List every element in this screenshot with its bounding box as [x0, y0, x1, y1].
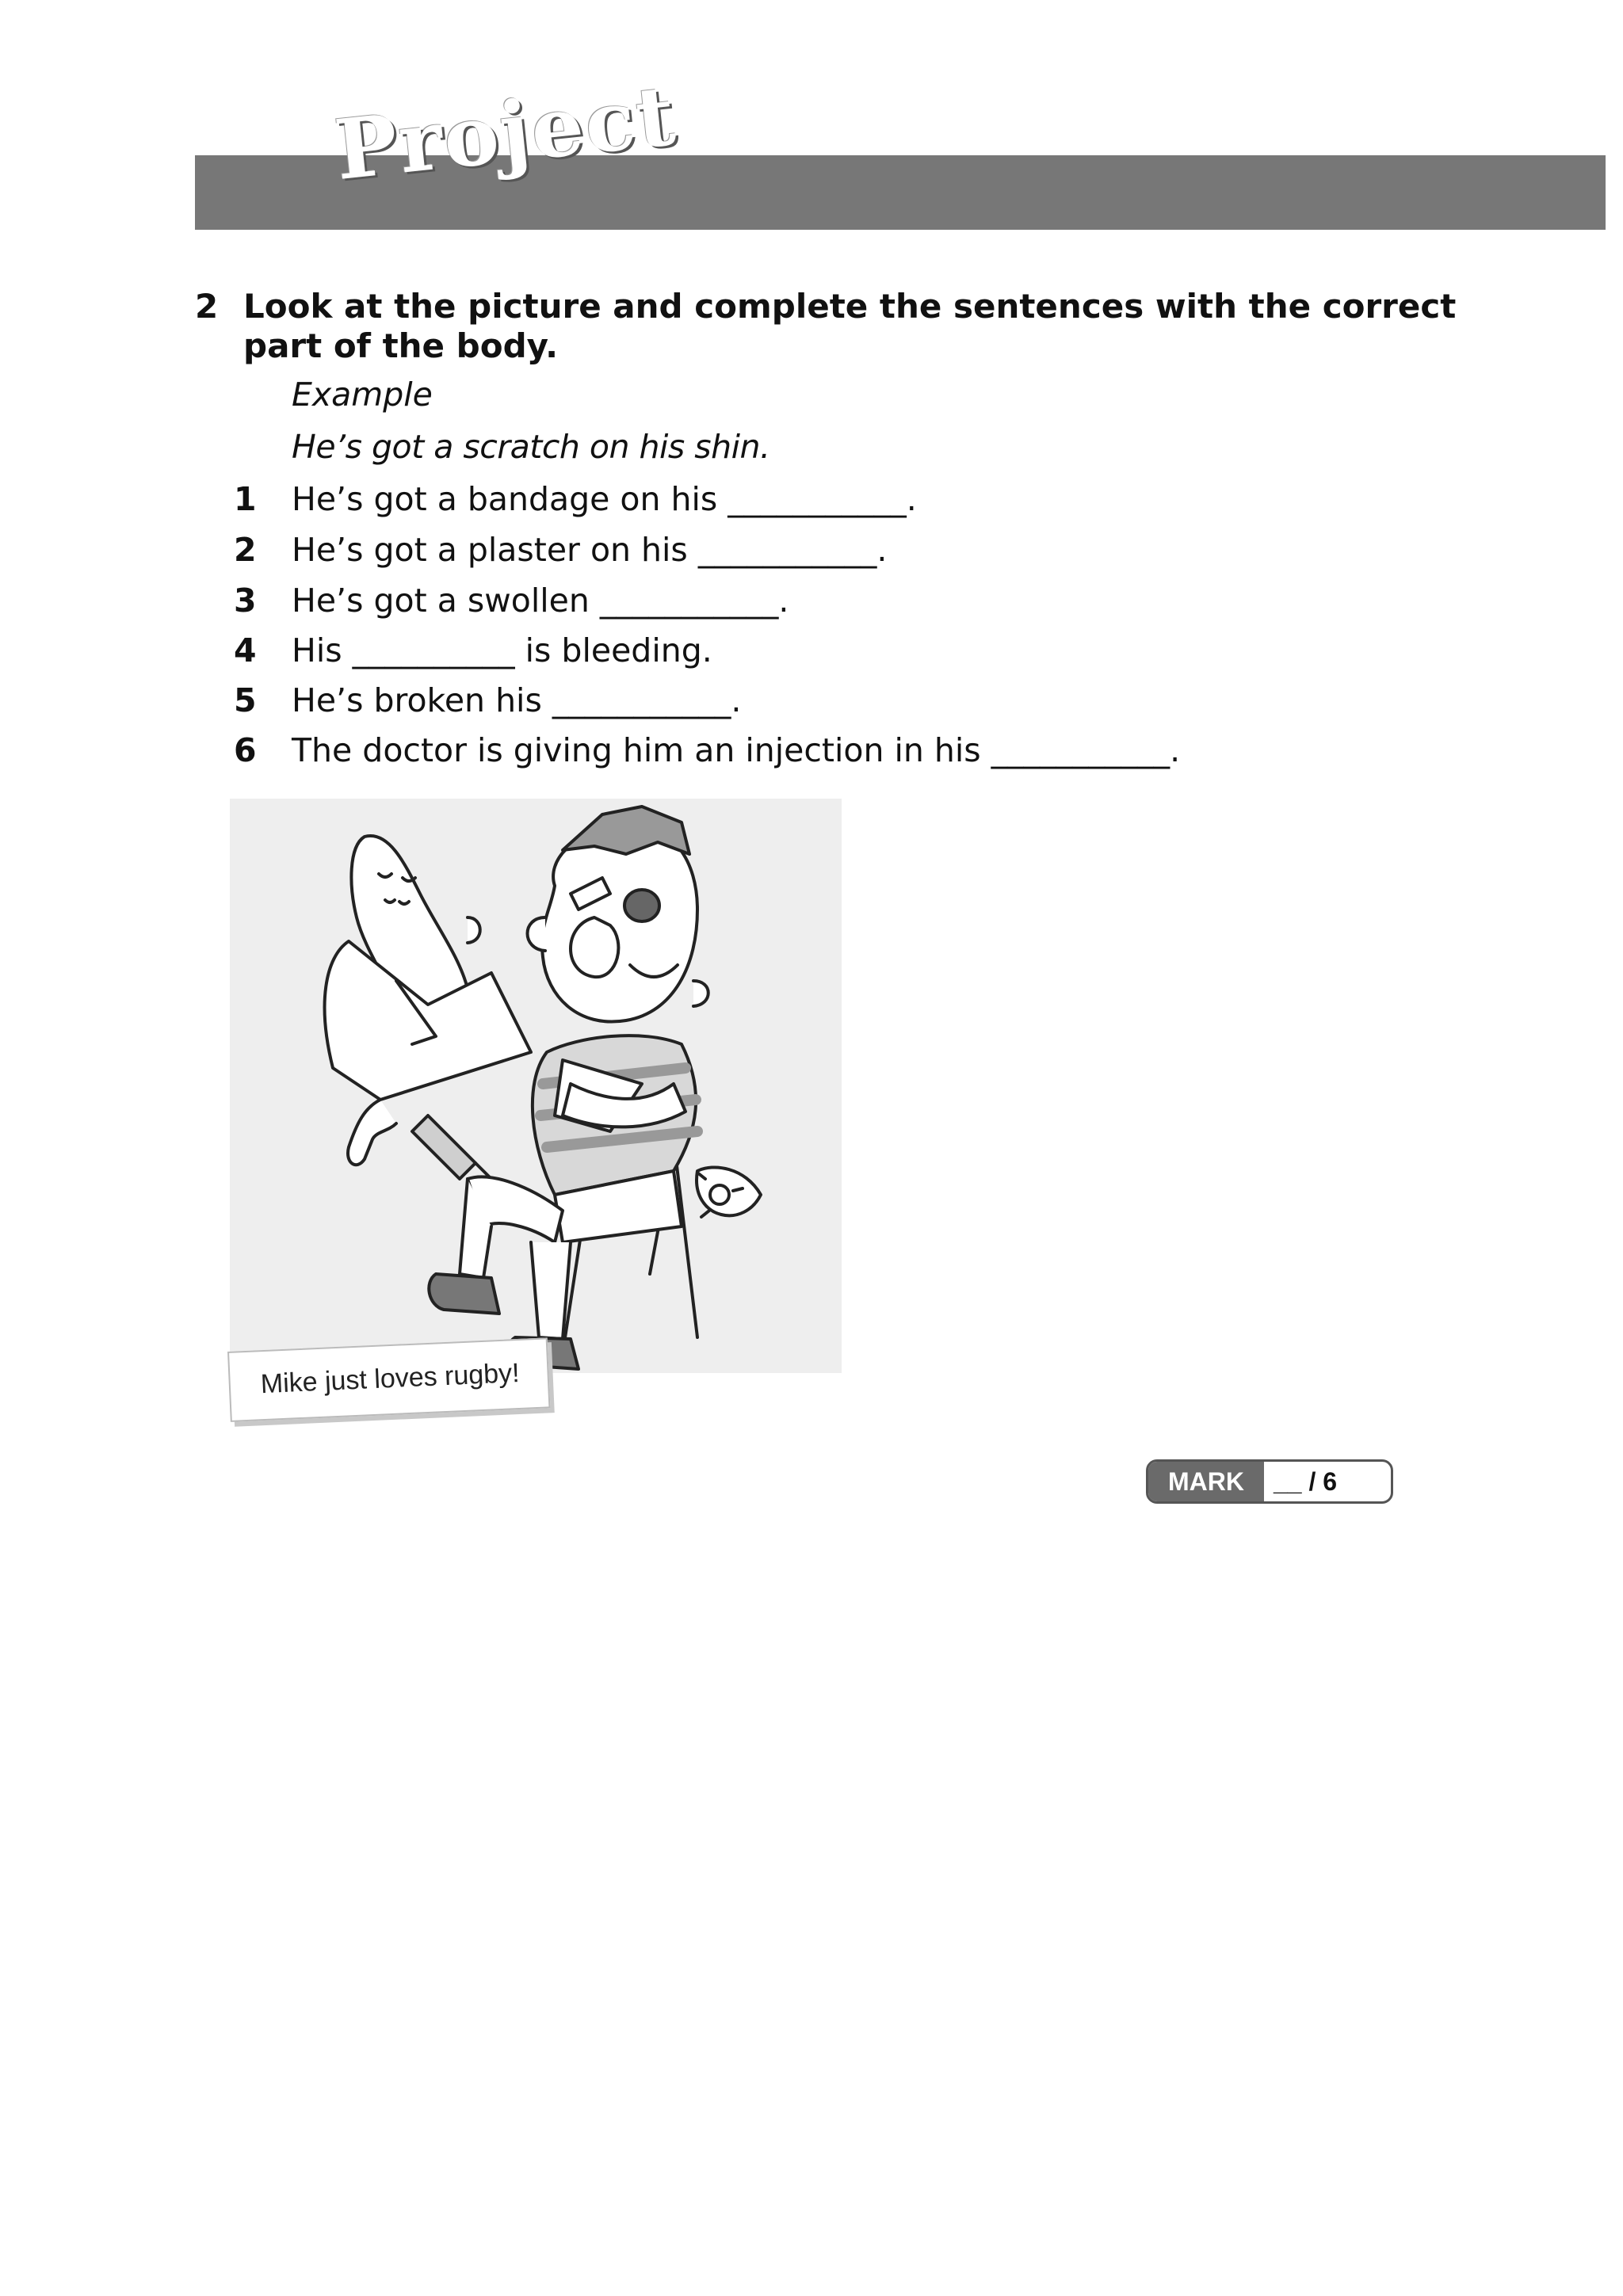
- item-number: 1: [234, 480, 257, 518]
- swollen-nose: [571, 917, 618, 977]
- item-text: The doctor is giving him an injection in his ___________.: [292, 731, 1181, 769]
- item-number: 6: [234, 731, 257, 769]
- illustration: [230, 799, 842, 1373]
- example-label: Example: [292, 376, 433, 414]
- mark-label: MARK: [1148, 1462, 1264, 1501]
- picture-caption: [227, 1337, 550, 1422]
- item-number: 4: [234, 631, 257, 669]
- mark-score: __ / 6: [1274, 1467, 1338, 1496]
- example-sentence: He’s got a scratch on his shin.: [292, 428, 770, 466]
- syringe-icon: [412, 1116, 475, 1179]
- boy-ear-right: [693, 981, 708, 1006]
- caption-text: Mike just loves rugby!: [260, 1357, 521, 1400]
- header-title: Project: [330, 66, 682, 200]
- item-number: 5: [234, 681, 257, 719]
- boy-head: [542, 826, 697, 1022]
- item-text: He’s got a plaster on his ___________.: [292, 531, 888, 569]
- cartoon-illustration: [230, 799, 842, 1373]
- exercise-number: 2: [195, 287, 219, 326]
- item-number: 2: [234, 531, 257, 569]
- black-eye: [624, 890, 659, 921]
- head-bandage: [563, 807, 689, 854]
- item-text: He’s got a bandage on his ___________.: [292, 480, 917, 518]
- boy-ear: [528, 917, 546, 951]
- item-number: 3: [234, 582, 257, 620]
- doctor-ear: [468, 917, 480, 943]
- boy-leg-right: [531, 1242, 571, 1339]
- boot-left: [429, 1274, 499, 1314]
- exercise-instruction: Look at the picture and complete the sentences with the correct part of the body.: [243, 287, 1457, 365]
- item-text: His __________ is bleeding.: [292, 631, 712, 669]
- item-text: He’s broken his ___________.: [292, 681, 742, 719]
- item-text: He’s got a swollen ___________.: [292, 582, 789, 620]
- mark-box: [1146, 1459, 1393, 1504]
- doctor-hand: [348, 1100, 396, 1165]
